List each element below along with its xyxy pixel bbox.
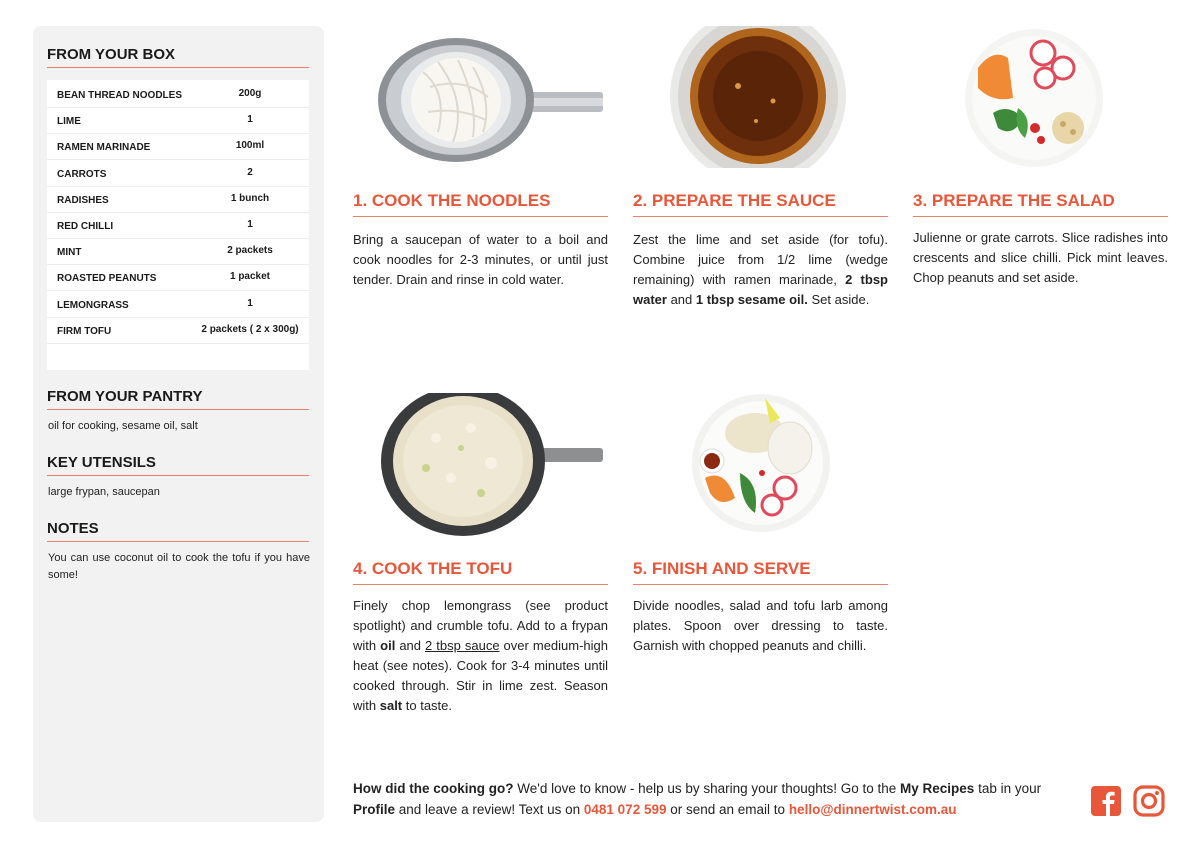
ingredient-name: LEMONGRASS: [57, 299, 129, 311]
ingredient-quantity: 1 packet: [229, 271, 271, 283]
ingredient-row: [47, 134, 309, 160]
ingredient-row: [47, 318, 309, 344]
notes-text: You can use coconut oil to cook the tofu if you have some!: [48, 552, 310, 581]
ingredient-row: [47, 265, 309, 291]
from-your-pantry-title: FROM YOUR PANTRY: [47, 388, 309, 410]
utensils-text: large frypan, saucepan: [48, 486, 160, 498]
ingredient-row: [47, 213, 309, 239]
ingredient-name: MINT: [57, 247, 82, 259]
from-your-box-title: FROM YOUR BOX: [47, 46, 309, 68]
footer-message: How did the cooking go? We'd love to know - help us by sharing your thoughts! Go to the My Recipes tab in your Profile and leave a review! Text us on 0481 072 599 or send an email to hello@dinnertwist.com.au: [353, 781, 1042, 817]
ingredient-row: [47, 82, 309, 108]
facebook-icon[interactable]: [1090, 785, 1122, 817]
ingredients-table: [47, 80, 309, 370]
ingredient-row: [47, 239, 309, 265]
ingredient-quantity: 1: [247, 297, 253, 309]
serving-plate-image: [690, 393, 832, 533]
ingredient-name: FIRM TOFU: [57, 325, 112, 337]
ingredient-quantity: 1 bunch: [230, 192, 270, 204]
ingredient-row: [47, 161, 309, 187]
step-3-title: 3. PREPARE THE SALAD: [913, 191, 1168, 217]
ingredient-name: RADISHES: [57, 194, 109, 206]
step-1-title: 1. COOK THE NOODLES: [353, 191, 608, 217]
ingredient-quantity: 2 packets ( 2 x 300g): [201, 323, 299, 335]
step-5-title: 5. FINISH AND SERVE: [633, 559, 888, 585]
step-2-text: Zest the lime and set aside (for tofu). Combine juice from 1/2 lime (wedge remaining) with ramen marinade, 2 tbsp water and 1 tbsp sesame oil. Set aside.: [633, 232, 888, 307]
step-1: [353, 26, 608, 326]
ingredient-quantity: 1: [247, 219, 253, 230]
email-link[interactable]: hello@dinnertwist.com.au: [788, 802, 957, 817]
ingredient-name: CARROTS: [57, 168, 107, 180]
step-2-title: 2. PREPARE THE SAUCE: [633, 191, 888, 217]
notes-title: NOTES: [47, 520, 309, 542]
ingredient-name: ROASTED PEANUTS: [57, 273, 157, 285]
instagram-icon[interactable]: [1133, 785, 1165, 817]
step-3-text: Julienne or grate carrots. Slice radishes into crescents and slice chilli. Pick mint leaves. Chop peanuts and set aside.: [913, 230, 1168, 285]
sidebar: [33, 26, 324, 822]
step-1-text: Bring a saucepan of water to a boil and cook noodles for 2-3 minutes, or until just tender. Drain and rinse in cold water.: [353, 232, 608, 287]
ingredient-quantity: 200g: [238, 88, 262, 99]
ingredient-name: BEAN THREAD NOODLES: [57, 90, 183, 101]
ingredient-row: [47, 187, 309, 213]
ingredient-quantity: 2: [247, 166, 253, 178]
pantry-text: oil for cooking, sesame oil, salt: [48, 420, 198, 432]
ingredient-quantity: 2 packets: [227, 245, 273, 257]
ingredient-row: [47, 292, 309, 318]
step-4: [353, 393, 608, 723]
ingredient-name: RED CHILLI: [57, 221, 114, 232]
key-utensils-title: KEY UTENSILS: [47, 454, 309, 476]
sauce-bowl-image: [668, 26, 848, 168]
ingredient-name: RAMEN MARINADE: [57, 142, 151, 154]
ingredient-row: [47, 108, 309, 134]
step-5: [633, 393, 888, 693]
ingredient-quantity: 100ml: [235, 140, 265, 152]
step-3: [913, 26, 1168, 326]
phone-link[interactable]: 0481 072 599: [583, 802, 667, 817]
ingredient-name: LIME: [57, 116, 81, 128]
ingredient-quantity: 1: [247, 114, 253, 126]
noodles-saucepan-image: [378, 32, 603, 162]
tofu-frypan-image: [381, 393, 603, 536]
step-5-text: Divide noodles, salad and tofu larb among plates. Spoon over dressing to taste. Garnish with chopped peanuts and chilli.: [633, 598, 888, 653]
salad-plate-image: [963, 28, 1105, 168]
step-4-text: Finely chop lemongrass (see product spotlight) and crumble tofu. Add to a frypan with oil and 2 tbsp sauce over medium-high heat (see notes). Cook for 3-4 minutes until cooked through. Stir in lime zest. Season with salt to taste.: [353, 598, 609, 713]
step-2: [633, 26, 888, 326]
step-4-title: 4. COOK THE TOFU: [353, 559, 608, 585]
